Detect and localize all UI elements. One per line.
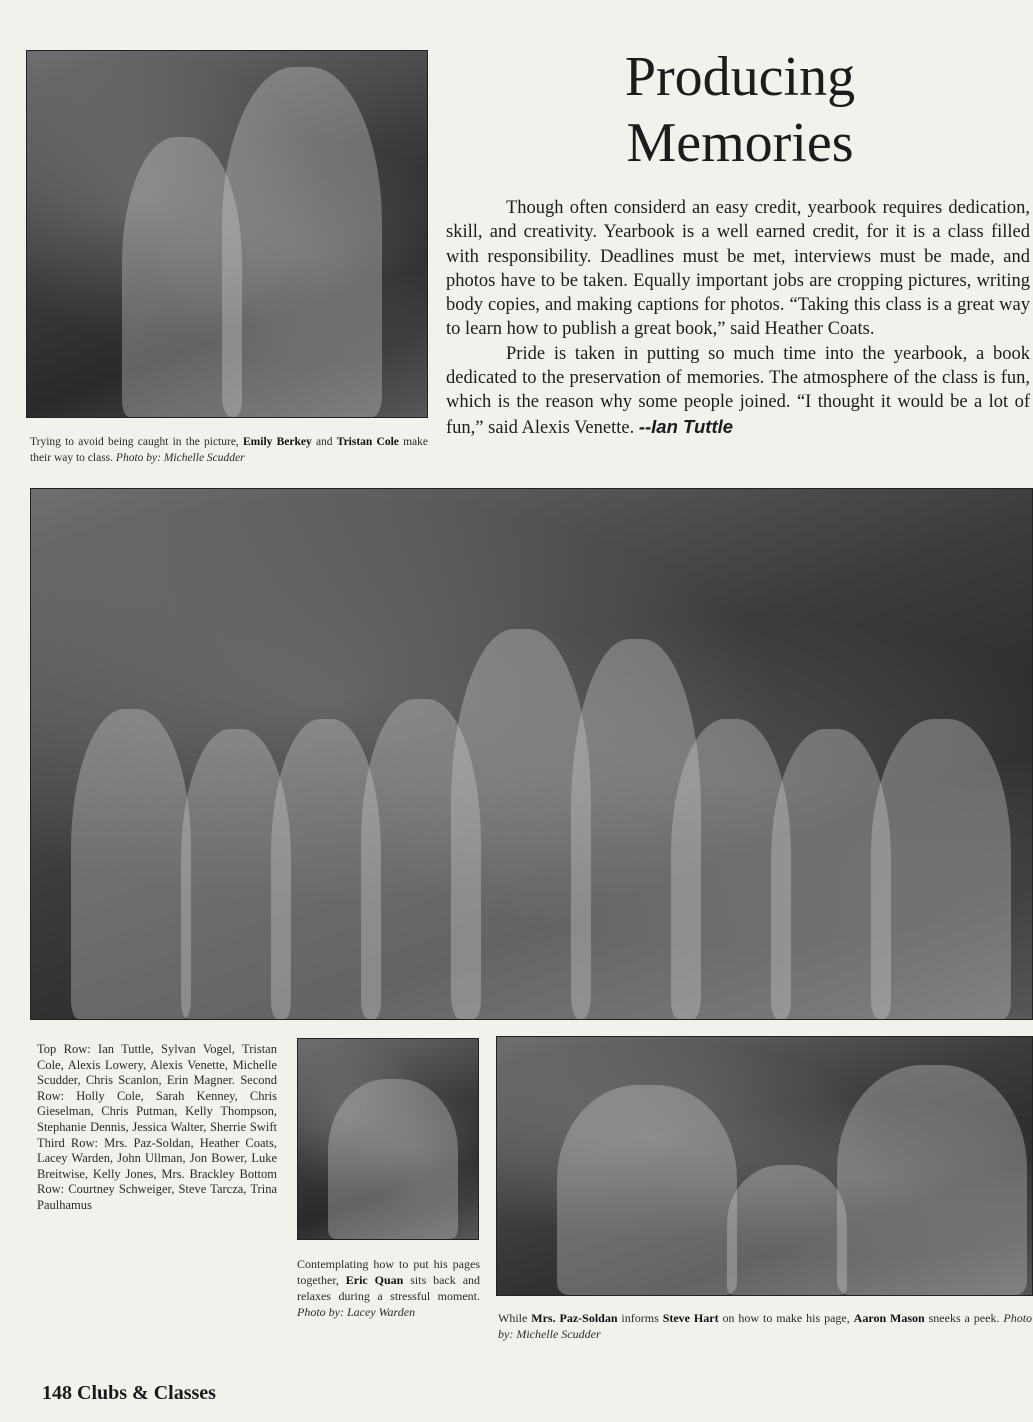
- caption-group-names: [37, 1042, 277, 1214]
- caption-top-name-1: Emily Berkey: [243, 436, 312, 448]
- caption-top-name-2: Tristan Cole: [336, 436, 399, 448]
- caption-top-photo: [30, 434, 428, 466]
- caption-page-photo: [498, 1310, 1032, 1342]
- page-folio: 148 Clubs & Classes: [42, 1382, 216, 1404]
- title-line-1: Producing: [624, 46, 856, 108]
- caption-page-name-3: Aaron Mason: [853, 1311, 925, 1325]
- caption-eric-photo: [297, 1256, 480, 1320]
- caption-page-text-2: informs: [621, 1311, 659, 1325]
- caption-eric-credit: Photo by: Lacey Warden: [297, 1305, 416, 1319]
- photo-eric-quan: [297, 1038, 479, 1240]
- caption-eric-text-2: sits back and relaxes during a stressful moment.: [297, 1273, 481, 1303]
- story-byline: --Ian Tuttle: [638, 415, 734, 437]
- caption-page-name-2: Steve Hart: [662, 1311, 719, 1325]
- caption-page-text-4: sneeks a peek.: [928, 1311, 1000, 1325]
- caption-top-credit: Photo by: Michelle Scudder: [115, 452, 245, 464]
- story-paragraph-2-text: Pride is taken in putting so much time into the yearbook, a book dedicated to the preservation of memories. The atmosphere of the class is fun, which is the reason why some people joined. “I thought it would be a lot of fun,” said Alexis Venette.: [446, 343, 1030, 438]
- page-title: [560, 44, 920, 176]
- caption-page-credit: Photo by: Michelle Scudder: [498, 1311, 1033, 1341]
- caption-eric-text: Contemplating how to put his pages together,: [297, 1257, 480, 1287]
- caption-top-and: and: [315, 436, 333, 448]
- caption-page-name-1: Mrs. Paz-Soldan: [531, 1311, 618, 1325]
- caption-group-text: Top Row: Ian Tuttle, Sylvan Vogel, Tristan Cole, Alexis Lowery, Alexis Venette, Michelle Scudder, Chris Scanlon, Erin Magner. Second Row: Holly Cole, Sarah Kenney, Chris Gieselman, Chris Putman, Kelly Thompson, Stephanie Dennis, Jessica Walter, Sherrie Swift Third Row: Mrs. Paz-Soldan, Heather Coats, Lacey Warden, John Ullman, Jon Bower, Luke Breitwise, Kelly Jones, Mrs. Brackley Bottom Row: Courtney Schweiger, Steve Tarcza, Trina Paulhamus: [37, 1042, 277, 1212]
- photo-emily-and-tristan: [26, 50, 428, 418]
- caption-eric-name: Eric Quan: [345, 1273, 404, 1287]
- title-line-2: Memories: [626, 112, 854, 174]
- caption-top-text: Trying to avoid being caught in the picture,: [30, 436, 239, 448]
- story-paragraph-2: [446, 342, 1030, 440]
- caption-page-text-3: on how to make his page,: [722, 1311, 850, 1325]
- photo-working-on-page: [496, 1036, 1033, 1296]
- story-paragraph-1: Though often considerd an easy credit, yearbook requires dedication, skill, and creativity. Yearbook is a well earned credit, for it is a class filled with responsibility. Deadlines must be met, interviews must be made, and photos have to be taken. Equally important jobs are cropping pictures, writing body copies, and making captions for photos. “Taking this class is a great way to learn how to publish a great book,” said Heather Coats.: [446, 198, 1030, 340]
- caption-top-text-2: make their way to class.: [30, 436, 428, 464]
- caption-page-text: While: [498, 1311, 528, 1325]
- photo-yearbook-staff-group: [30, 488, 1033, 1020]
- story-body: [446, 196, 1030, 440]
